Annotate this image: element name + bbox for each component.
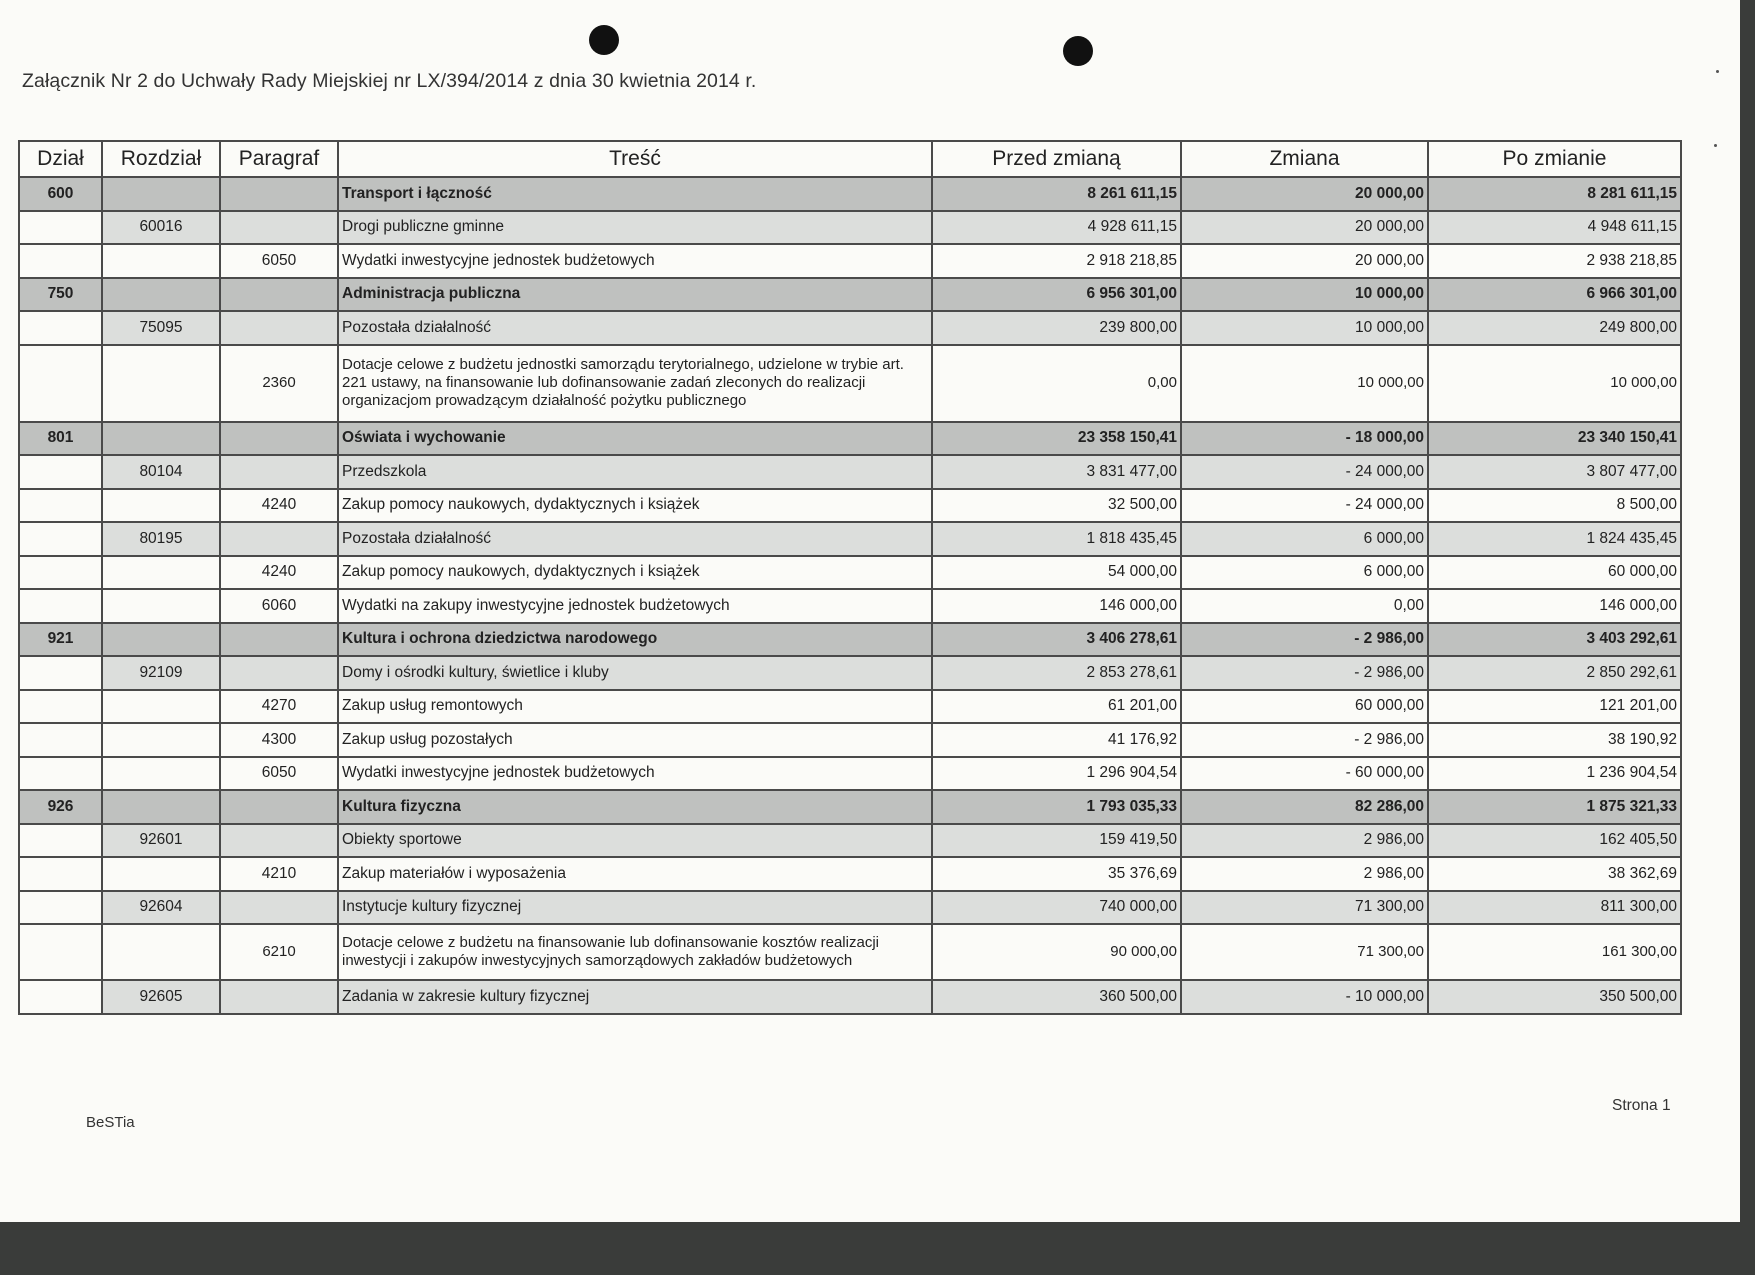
cell-rozdzial: 80104 (102, 455, 220, 489)
table-row-rozdzial (19, 656, 1681, 690)
cell-paragraf: 4270 (220, 690, 338, 724)
scan-speck (1714, 144, 1717, 147)
cell-dzial (19, 824, 102, 858)
cell-tresc: Wydatki inwestycyjne jednostek budżetowych (338, 244, 932, 278)
column-header-rozdzial: Rozdział (102, 141, 220, 177)
cell-zmiana: 20 000,00 (1181, 244, 1428, 278)
cell-zmiana: - 2 986,00 (1181, 623, 1428, 657)
cell-paragraf (220, 790, 338, 824)
cell-przed-zmiana: 4 928 611,15 (932, 211, 1181, 245)
cell-rozdzial (102, 757, 220, 791)
cell-przed-zmiana: 8 261 611,15 (932, 177, 1181, 211)
cell-po-zmianie: 350 500,00 (1428, 980, 1681, 1014)
cell-zmiana: - 60 000,00 (1181, 757, 1428, 791)
cell-dzial (19, 656, 102, 690)
cell-rozdzial (102, 589, 220, 623)
cell-dzial: 750 (19, 278, 102, 312)
cell-tresc: Zakup materiałów i wyposażenia (338, 857, 932, 891)
table-body (19, 177, 1681, 1014)
table-row-rozdzial (19, 980, 1681, 1014)
cell-rozdzial (102, 278, 220, 312)
table-row-dzial (19, 790, 1681, 824)
cell-dzial (19, 723, 102, 757)
cell-zmiana: 82 286,00 (1181, 790, 1428, 824)
cell-zmiana: - 24 000,00 (1181, 489, 1428, 523)
cell-rozdzial (102, 857, 220, 891)
cell-po-zmianie: 249 800,00 (1428, 311, 1681, 345)
cell-rozdzial: 92109 (102, 656, 220, 690)
cell-przed-zmiana: 41 176,92 (932, 723, 1181, 757)
cell-dzial (19, 589, 102, 623)
table-row-dzial (19, 278, 1681, 312)
cell-po-zmianie: 8 500,00 (1428, 489, 1681, 523)
cell-paragraf: 4300 (220, 723, 338, 757)
cell-przed-zmiana: 1 296 904,54 (932, 757, 1181, 791)
cell-tresc: Zadania w zakresie kultury fizycznej (338, 980, 932, 1014)
cell-po-zmianie: 3 403 292,61 (1428, 623, 1681, 657)
cell-rozdzial (102, 924, 220, 980)
cell-po-zmianie: 23 340 150,41 (1428, 422, 1681, 456)
cell-paragraf: 4240 (220, 489, 338, 523)
cell-paragraf: 4210 (220, 857, 338, 891)
cell-po-zmianie: 38 190,92 (1428, 723, 1681, 757)
table-row-dzial (19, 623, 1681, 657)
cell-tresc: Obiekty sportowe (338, 824, 932, 858)
cell-przed-zmiana: 3 406 278,61 (932, 623, 1181, 657)
cell-zmiana: 71 300,00 (1181, 924, 1428, 980)
cell-rozdzial: 92604 (102, 891, 220, 925)
table-row-rozdzial (19, 455, 1681, 489)
cell-dzial (19, 757, 102, 791)
cell-rozdzial: 80195 (102, 522, 220, 556)
cell-zmiana: - 2 986,00 (1181, 723, 1428, 757)
cell-po-zmianie: 6 966 301,00 (1428, 278, 1681, 312)
cell-paragraf: 6050 (220, 757, 338, 791)
cell-przed-zmiana: 360 500,00 (932, 980, 1181, 1014)
cell-po-zmianie: 60 000,00 (1428, 556, 1681, 590)
cell-przed-zmiana: 2 853 278,61 (932, 656, 1181, 690)
cell-po-zmianie: 10 000,00 (1428, 345, 1681, 422)
cell-po-zmianie: 3 807 477,00 (1428, 455, 1681, 489)
cell-paragraf (220, 422, 338, 456)
table-row-paragraf (19, 244, 1681, 278)
cell-paragraf (220, 656, 338, 690)
cell-zmiana: 2 986,00 (1181, 857, 1428, 891)
cell-tresc: Dotacje celowe z budżetu na finansowanie lub dofinansowanie kosztów realizacji inwestycji i zakupów inwestycyjnych samorządowych zakładów budżetowych (338, 924, 932, 980)
cell-po-zmianie: 811 300,00 (1428, 891, 1681, 925)
cell-zmiana: - 2 986,00 (1181, 656, 1428, 690)
column-header-tresc: Treść (338, 141, 932, 177)
budget-table (18, 140, 1682, 1015)
cell-przed-zmiana: 23 358 150,41 (932, 422, 1181, 456)
cell-przed-zmiana: 54 000,00 (932, 556, 1181, 590)
scan-speck (1716, 70, 1719, 73)
cell-po-zmianie: 4 948 611,15 (1428, 211, 1681, 245)
cell-dzial (19, 244, 102, 278)
cell-tresc: Zakup usług pozostałych (338, 723, 932, 757)
cell-dzial (19, 522, 102, 556)
column-header-paragraf: Paragraf (220, 141, 338, 177)
cell-po-zmianie: 162 405,50 (1428, 824, 1681, 858)
cell-paragraf: 4240 (220, 556, 338, 590)
cell-paragraf (220, 623, 338, 657)
cell-rozdzial (102, 244, 220, 278)
cell-tresc: Wydatki inwestycyjne jednostek budżetowych (338, 757, 932, 791)
cell-po-zmianie: 8 281 611,15 (1428, 177, 1681, 211)
cell-paragraf (220, 824, 338, 858)
cell-tresc: Drogi publiczne gminne (338, 211, 932, 245)
cell-rozdzial (102, 345, 220, 422)
table-row-dzial (19, 177, 1681, 211)
table-row-rozdzial (19, 824, 1681, 858)
cell-zmiana: 6 000,00 (1181, 522, 1428, 556)
cell-paragraf: 6050 (220, 244, 338, 278)
cell-po-zmianie: 161 300,00 (1428, 924, 1681, 980)
cell-dzial (19, 311, 102, 345)
cell-paragraf (220, 522, 338, 556)
cell-zmiana: - 24 000,00 (1181, 455, 1428, 489)
cell-dzial: 921 (19, 623, 102, 657)
cell-rozdzial (102, 690, 220, 724)
document-header: Załącznik Nr 2 do Uchwały Rady Miejskiej nr LX/394/2014 z dnia 30 kwietnia 2014 r. (22, 70, 757, 92)
cell-po-zmianie: 2 850 292,61 (1428, 656, 1681, 690)
cell-paragraf: 6060 (220, 589, 338, 623)
cell-przed-zmiana: 159 419,50 (932, 824, 1181, 858)
cell-przed-zmiana: 1 818 435,45 (932, 522, 1181, 556)
punch-hole (1063, 36, 1093, 66)
cell-zmiana: 6 000,00 (1181, 556, 1428, 590)
cell-dzial (19, 489, 102, 523)
cell-tresc: Zakup pomocy naukowych, dydaktycznych i książek (338, 489, 932, 523)
cell-paragraf (220, 278, 338, 312)
cell-dzial (19, 455, 102, 489)
cell-rozdzial (102, 790, 220, 824)
cell-dzial (19, 345, 102, 422)
cell-tresc: Kultura i ochrona dziedzictwa narodowego (338, 623, 932, 657)
cell-przed-zmiana: 90 000,00 (932, 924, 1181, 980)
cell-po-zmianie: 146 000,00 (1428, 589, 1681, 623)
cell-rozdzial (102, 177, 220, 211)
cell-przed-zmiana: 32 500,00 (932, 489, 1181, 523)
cell-przed-zmiana: 146 000,00 (932, 589, 1181, 623)
cell-tresc: Pozostała działalność (338, 311, 932, 345)
table-row-rozdzial (19, 211, 1681, 245)
cell-przed-zmiana: 3 831 477,00 (932, 455, 1181, 489)
cell-rozdzial: 60016 (102, 211, 220, 245)
cell-po-zmianie: 1 824 435,45 (1428, 522, 1681, 556)
cell-tresc: Kultura fizyczna (338, 790, 932, 824)
cell-dzial (19, 980, 102, 1014)
cell-paragraf (220, 177, 338, 211)
cell-po-zmianie: 2 938 218,85 (1428, 244, 1681, 278)
cell-zmiana: - 10 000,00 (1181, 980, 1428, 1014)
cell-zmiana: 10 000,00 (1181, 278, 1428, 312)
cell-paragraf (220, 980, 338, 1014)
cell-po-zmianie: 1 875 321,33 (1428, 790, 1681, 824)
punch-hole (589, 25, 619, 55)
cell-paragraf (220, 455, 338, 489)
cell-zmiana: 20 000,00 (1181, 211, 1428, 245)
cell-tresc: Zakup pomocy naukowych, dydaktycznych i książek (338, 556, 932, 590)
cell-rozdzial (102, 556, 220, 590)
table-row-rozdzial (19, 311, 1681, 345)
column-header-przed-zmiana: Przed zmianą (932, 141, 1181, 177)
cell-po-zmianie: 1 236 904,54 (1428, 757, 1681, 791)
column-header-dzial: Dział (19, 141, 102, 177)
cell-dzial: 600 (19, 177, 102, 211)
table-row-paragraf (19, 556, 1681, 590)
table-row-paragraf (19, 723, 1681, 757)
cell-przed-zmiana: 0,00 (932, 345, 1181, 422)
footer-page-number: Strona 1 (1612, 1097, 1671, 1114)
cell-zmiana: 60 000,00 (1181, 690, 1428, 724)
cell-tresc: Oświata i wychowanie (338, 422, 932, 456)
cell-przed-zmiana: 6 956 301,00 (932, 278, 1181, 312)
cell-tresc: Przedszkola (338, 455, 932, 489)
table-row-dzial (19, 422, 1681, 456)
cell-tresc: Domy i ośrodki kultury, świetlice i kluby (338, 656, 932, 690)
cell-przed-zmiana: 740 000,00 (932, 891, 1181, 925)
cell-dzial (19, 690, 102, 724)
cell-rozdzial: 92605 (102, 980, 220, 1014)
cell-przed-zmiana: 239 800,00 (932, 311, 1181, 345)
cell-tresc: Zakup usług remontowych (338, 690, 932, 724)
table-row-paragraf (19, 857, 1681, 891)
cell-przed-zmiana: 35 376,69 (932, 857, 1181, 891)
cell-dzial (19, 924, 102, 980)
footer-software-name: BeSTia (86, 1114, 135, 1131)
cell-zmiana: 0,00 (1181, 589, 1428, 623)
cell-dzial (19, 211, 102, 245)
table-header-row (19, 141, 1681, 177)
cell-zmiana: 71 300,00 (1181, 891, 1428, 925)
table-row-paragraf (19, 489, 1681, 523)
cell-zmiana: - 18 000,00 (1181, 422, 1428, 456)
cell-dzial (19, 891, 102, 925)
table-row-paragraf (19, 345, 1681, 422)
cell-paragraf: 6210 (220, 924, 338, 980)
cell-zmiana: 10 000,00 (1181, 345, 1428, 422)
cell-tresc: Administracja publiczna (338, 278, 932, 312)
cell-dzial (19, 857, 102, 891)
table-row-rozdzial (19, 522, 1681, 556)
cell-tresc: Transport i łączność (338, 177, 932, 211)
cell-rozdzial (102, 723, 220, 757)
cell-rozdzial (102, 489, 220, 523)
table-row-paragraf (19, 690, 1681, 724)
cell-dzial: 926 (19, 790, 102, 824)
cell-tresc: Wydatki na zakupy inwestycyjne jednostek budżetowych (338, 589, 932, 623)
cell-rozdzial (102, 422, 220, 456)
cell-po-zmianie: 121 201,00 (1428, 690, 1681, 724)
cell-paragraf: 2360 (220, 345, 338, 422)
cell-rozdzial: 92601 (102, 824, 220, 858)
cell-paragraf (220, 211, 338, 245)
cell-dzial (19, 556, 102, 590)
cell-zmiana: 2 986,00 (1181, 824, 1428, 858)
table-row-paragraf (19, 757, 1681, 791)
cell-dzial: 801 (19, 422, 102, 456)
table-row-rozdzial (19, 891, 1681, 925)
cell-tresc: Dotacje celowe z budżetu jednostki samorządu terytorialnego, udzielone w trybie art. 221 ustawy, na finansowanie lub dofinansowanie zadań zleconych do realizacji organizacjom prowadzącym działalność pożytku publicznego (338, 345, 932, 422)
column-header-po-zmianie: Po zmianie (1428, 141, 1681, 177)
cell-paragraf (220, 311, 338, 345)
cell-tresc: Pozostała działalność (338, 522, 932, 556)
cell-tresc: Instytucje kultury fizycznej (338, 891, 932, 925)
cell-przed-zmiana: 2 918 218,85 (932, 244, 1181, 278)
table-row-paragraf (19, 924, 1681, 980)
cell-rozdzial: 75095 (102, 311, 220, 345)
table-row-paragraf (19, 589, 1681, 623)
cell-przed-zmiana: 61 201,00 (932, 690, 1181, 724)
cell-po-zmianie: 38 362,69 (1428, 857, 1681, 891)
column-header-zmiana: Zmiana (1181, 141, 1428, 177)
cell-przed-zmiana: 1 793 035,33 (932, 790, 1181, 824)
cell-rozdzial (102, 623, 220, 657)
cell-paragraf (220, 891, 338, 925)
cell-zmiana: 10 000,00 (1181, 311, 1428, 345)
cell-zmiana: 20 000,00 (1181, 177, 1428, 211)
